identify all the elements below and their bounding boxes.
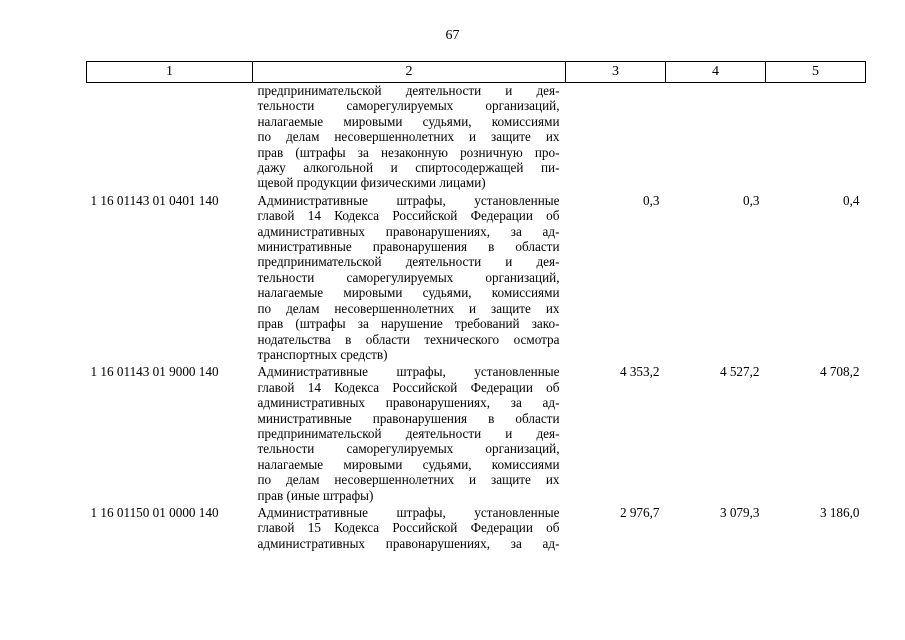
description-line: по делам несовершеннолетних и защите их (257, 129, 560, 145)
row-description (253, 503, 566, 551)
description-line: Административные штрафы, установленные (257, 364, 560, 380)
description-line: главой 15 Кодекса Российской Федерации об (257, 520, 560, 536)
page-number: 67 (445, 28, 460, 43)
table-row (87, 503, 866, 551)
description-line: налагаемые мировыми судьями, комиссиями (257, 456, 560, 472)
row-description (253, 362, 566, 503)
description-line: прав (иные штрафы) (257, 487, 374, 503)
row-description (253, 191, 566, 362)
description-line: по делам несовершеннолетних и защите их (257, 472, 560, 488)
description-line: предпринимательской деятельности и дея- (257, 254, 560, 270)
row-value-col-4 (666, 83, 766, 191)
description-line: предпринимательской деятельности и дея- (257, 425, 560, 441)
description-line: министративные правонарушения в области (257, 239, 560, 255)
description-line: нодательства в области технического осмотра (257, 331, 560, 347)
row-value-col-5: 0,4 (843, 192, 860, 208)
column-header-5: 5 (766, 62, 866, 83)
description-line: тельности саморегулируемых организаций, (257, 98, 560, 114)
table-header-row (87, 62, 866, 83)
description-line: главой 14 Кодекса Российской Федерации об (257, 379, 560, 395)
description-line: тельности саморегулируемых организаций, (257, 269, 560, 285)
row-description (253, 83, 566, 191)
row-value-col-5: 4 708,2 (819, 364, 860, 380)
column-header-2: 2 (253, 62, 566, 83)
row-value-col-5: 3 186,0 (819, 504, 860, 520)
row-code: 1 16 01143 01 0401 140 (90, 192, 219, 208)
column-header-3: 3 (566, 62, 666, 83)
row-value-col-3: 2 976,7 (619, 504, 660, 520)
row-value-col-4: 0,3 (743, 192, 760, 208)
table-row (87, 191, 866, 362)
row-code (87, 83, 253, 191)
row-value-col-4: 3 079,3 (719, 504, 760, 520)
description-line: прав (штрафы за незаконную розничную про- (257, 144, 560, 160)
row-value-col-4: 4 527,2 (719, 364, 760, 380)
budget-table (86, 61, 866, 551)
description-line: по делам несовершеннолетних и защите их (257, 300, 560, 316)
row-value-col-3 (566, 83, 666, 191)
description-line: предпринимательской деятельности и дея- (257, 83, 560, 98)
row-value-col-5 (766, 83, 866, 191)
table-body (87, 83, 866, 552)
description-line: Административные штрафы, установленные (257, 192, 560, 208)
description-line: прав (штрафы за нарушение требований зако- (257, 316, 560, 332)
row-code: 1 16 01143 01 9000 140 (90, 364, 219, 380)
description-line: министративные правонарушения в области (257, 410, 560, 426)
description-line: административных правонарушениях, за ад- (257, 395, 560, 411)
description-line: транспортных средств) (257, 346, 388, 362)
description-line: дажу алкогольной и спиртосодержащей пи- (257, 160, 560, 176)
table-row (87, 83, 866, 191)
row-value-col-3: 0,3 (643, 192, 660, 208)
description-line: Административные штрафы, установленные (257, 504, 560, 520)
row-code: 1 16 01150 01 0000 140 (90, 504, 219, 520)
column-header-1: 1 (87, 62, 253, 83)
row-value-col-3: 4 353,2 (619, 364, 660, 380)
description-line: главой 14 Кодекса Российской Федерации об (257, 208, 560, 224)
description-line: тельности саморегулируемых организаций, (257, 441, 560, 457)
description-line: налагаемые мировыми судьями, комиссиями (257, 113, 560, 129)
column-header-4: 4 (666, 62, 766, 83)
description-line: налагаемые мировыми судьями, комиссиями (257, 285, 560, 301)
description-line: щевой продукции физическими лицами) (257, 175, 486, 191)
description-line: административных правонарушениях, за ад- (257, 535, 560, 551)
description-line: административных правонарушениях, за ад- (257, 223, 560, 239)
table-row (87, 362, 866, 503)
